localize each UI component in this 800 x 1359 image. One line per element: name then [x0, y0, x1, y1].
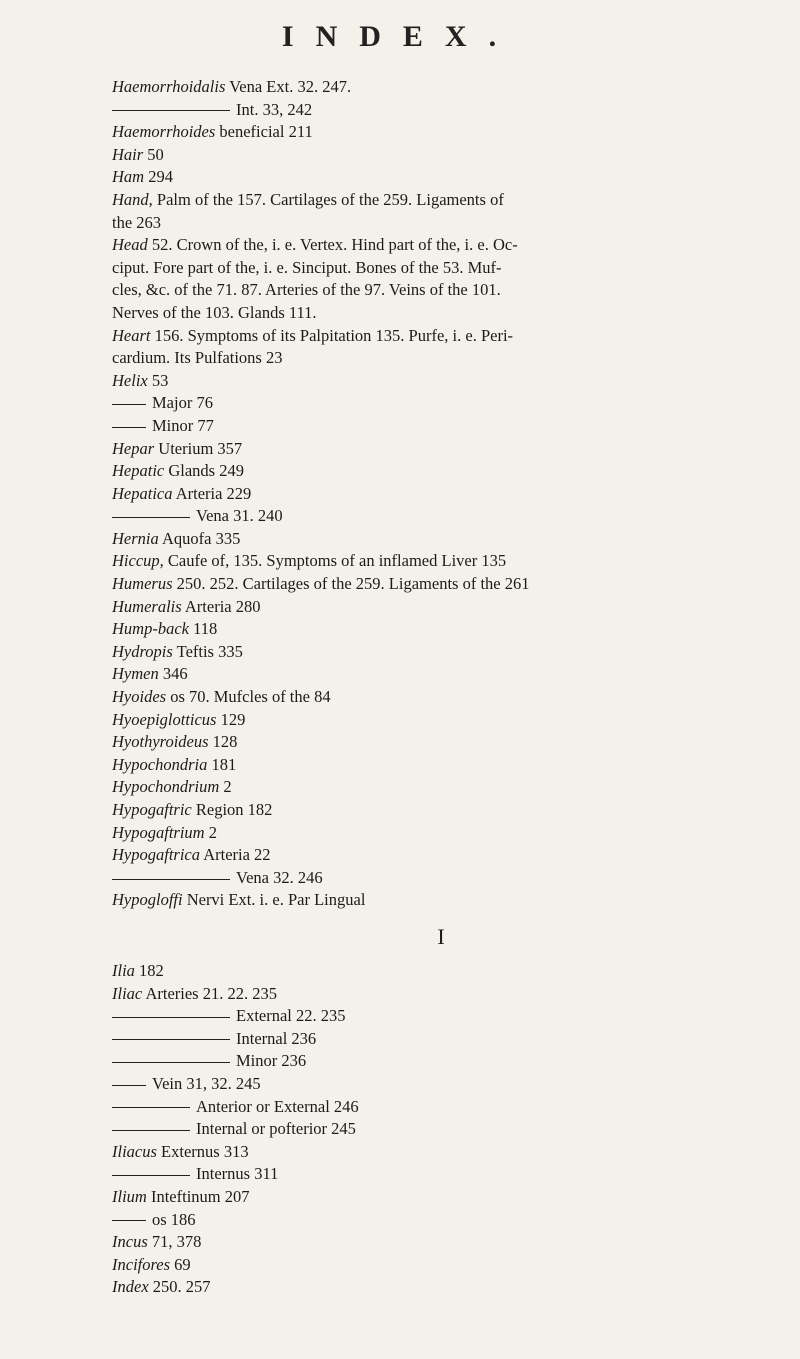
index-entry	[112, 1186, 772, 1209]
entry-term: Hepar	[112, 438, 155, 458]
entry-text: 118	[188, 619, 218, 639]
index-entry	[112, 822, 772, 845]
entry-term: Hernia	[112, 528, 159, 548]
index-entry	[112, 99, 772, 122]
entry-text: 53	[147, 370, 169, 390]
entry-term: Iliac	[112, 983, 143, 1003]
entry-text: os 70. Mufcles of the 84	[166, 687, 331, 707]
index-entry	[112, 983, 772, 1006]
index-entry	[112, 483, 772, 506]
entries-i	[112, 960, 772, 1299]
entry-term: Hymen	[112, 664, 159, 684]
ditto-rule	[112, 879, 230, 880]
entry-term: Hepatica	[112, 483, 173, 503]
entry-text: beneficial 211	[215, 122, 313, 142]
index-entry	[112, 302, 772, 325]
entry-term: Haemorrhoidalis	[112, 77, 226, 96]
entry-term: Hair	[112, 144, 144, 164]
entry-text: Nervi Ext. i. e. Par Lingual	[182, 890, 366, 910]
index-entry	[112, 325, 772, 348]
entry-term: Hypogaftrium	[112, 822, 205, 842]
index-entry	[112, 641, 772, 664]
entry-term: Heart	[112, 325, 151, 345]
entry-term: Hydropis	[112, 641, 173, 661]
index-entry	[112, 596, 772, 619]
index-entry	[112, 189, 772, 212]
entries-h	[112, 76, 772, 912]
entry-term: Incifores	[112, 1254, 171, 1274]
entry-term: Humeralis	[112, 596, 182, 616]
entry-text: 182	[134, 960, 164, 980]
entry-text: Major 76	[152, 393, 213, 413]
index-entry	[112, 618, 772, 641]
index-entry	[112, 1050, 772, 1073]
entry-text: cardium. Its Pulfations 23	[112, 348, 283, 368]
ditto-rule	[112, 427, 146, 428]
entry-text: 50	[143, 144, 164, 164]
entry-term: Hypochondrium	[112, 777, 220, 797]
entry-term: Haemorrhoides	[112, 122, 216, 142]
entry-text: Inteftinum 207	[146, 1186, 250, 1206]
entry-term: Head	[112, 235, 148, 255]
index-entry	[112, 121, 772, 144]
index-entry	[112, 1096, 772, 1119]
section-letter: I	[437, 923, 447, 949]
entry-text: Glands 249	[164, 461, 244, 481]
entry-text: Palm of the 157. Cartilages of the 259. Ligaments of	[152, 189, 504, 209]
entry-text: Vena 32. 246	[236, 867, 323, 887]
entry-text: 71, 378	[147, 1232, 202, 1252]
entry-term: Hypogloffi	[112, 890, 183, 910]
entry-text: Internus 311	[196, 1164, 279, 1184]
entry-term: Hand,	[112, 189, 153, 209]
entry-term: Hyothyroideus	[112, 732, 209, 752]
entry-text: 294	[144, 167, 173, 187]
index-entry	[112, 347, 772, 370]
entry-term: Helix	[112, 370, 148, 390]
page-header: INDEX.	[281, 20, 519, 53]
index-entry	[112, 505, 772, 528]
index-entry	[112, 889, 772, 912]
entry-text: External 22. 235	[236, 1006, 346, 1026]
entry-text: Vena Ext. 32. 247.	[225, 77, 352, 96]
index-entry	[112, 686, 772, 709]
entry-text: the 263	[112, 212, 162, 232]
index-entry	[112, 663, 772, 686]
index-entry	[112, 1254, 772, 1277]
ditto-rule	[112, 1175, 190, 1176]
index-entry	[112, 392, 772, 415]
index-entry	[112, 550, 772, 573]
entry-text: Aquofa 335	[158, 528, 241, 548]
entry-text: Anterior or External 246	[196, 1096, 359, 1116]
entry-text: Minor 236	[236, 1051, 307, 1071]
entry-text: 2	[219, 777, 232, 797]
index-entry	[112, 1163, 772, 1186]
index-entry	[112, 709, 772, 732]
entry-term: Hiccup,	[112, 551, 164, 571]
index-entry	[112, 1005, 772, 1028]
entry-term: Ilia	[112, 960, 135, 980]
entry-term: Hypochondria	[112, 754, 208, 774]
index-entry	[112, 1141, 772, 1164]
entry-term: Incus	[112, 1232, 148, 1252]
index-entry	[112, 415, 772, 438]
entry-term: Iliacus	[112, 1141, 157, 1161]
entry-text: 129	[216, 709, 246, 729]
entry-text: Region 182	[191, 800, 273, 819]
entry-text: 250. 257	[148, 1277, 211, 1297]
entry-term: Index	[112, 1277, 149, 1297]
entry-term: Hypogaftric	[112, 800, 192, 819]
index-entry	[112, 370, 772, 393]
index-entry	[112, 144, 772, 167]
index-entry	[112, 844, 772, 867]
index-entry	[112, 1209, 772, 1232]
entry-term: Ham	[112, 167, 145, 187]
entry-term: Hypogaftrica	[112, 845, 200, 865]
ditto-rule	[112, 1017, 230, 1018]
index-entry	[112, 257, 772, 280]
entry-text: 181	[207, 754, 237, 774]
entry-text: 346	[158, 664, 188, 684]
ditto-rule	[112, 517, 190, 518]
entry-text: Caufe of, 135. Symptoms of an inflamed Liver 135	[163, 551, 507, 571]
entry-text: 69	[170, 1254, 191, 1274]
index-entry	[112, 1073, 772, 1096]
index-entry	[112, 1028, 772, 1051]
index-entry	[112, 279, 772, 302]
index-entry	[112, 76, 772, 99]
entry-text: Internal 236	[236, 1028, 317, 1048]
entry-text: 250. 252. Cartilages of the 259. Ligaments of the 261	[172, 574, 530, 594]
entry-term: Humerus	[112, 574, 173, 594]
entry-text: Nerves of the 103. Glands 111.	[112, 302, 317, 322]
ditto-rule	[112, 110, 230, 111]
index-entry	[112, 573, 772, 596]
index-entry	[112, 438, 772, 461]
entry-text: Teftis 335	[172, 641, 243, 661]
entry-text: 52. Crown of the, i. e. Vertex. Hind part of the, i. e. Oc-	[147, 235, 518, 255]
entry-text: 128	[208, 732, 238, 752]
entry-text: 156. Symptoms of its Palpitation 135. Purfe, i. e. Peri-	[150, 325, 514, 345]
entry-text: Vena 31. 240	[196, 506, 283, 526]
entry-text: Externus 313	[156, 1141, 249, 1161]
entry-term: Ilium	[112, 1186, 147, 1206]
entry-text: ciput. Fore part of the, i. e. Sinciput. Bones of the 53. Muf-	[112, 257, 502, 277]
index-entry	[112, 460, 772, 483]
entry-text: Uterium 357	[154, 438, 243, 458]
entry-text: Arteria 229	[172, 483, 252, 503]
ditto-rule	[112, 404, 146, 405]
entry-text: Minor 77	[152, 415, 214, 435]
ditto-rule	[112, 1220, 146, 1221]
entry-text: Int. 33, 242	[236, 99, 313, 119]
ditto-rule	[112, 1062, 230, 1063]
index-entry	[112, 1231, 772, 1254]
ditto-rule	[112, 1085, 146, 1086]
entry-text: Arteries 21. 22. 235	[142, 983, 277, 1003]
index-entry	[112, 166, 772, 189]
index-entry	[112, 234, 772, 257]
entry-text: Arteria 280	[181, 596, 261, 616]
index-entry	[112, 1118, 772, 1141]
index-entry	[112, 754, 772, 777]
index-entry	[112, 1276, 772, 1299]
entry-text: 2	[204, 822, 217, 842]
index-entry	[112, 776, 772, 799]
entry-term: Hump-back	[112, 619, 189, 639]
index-entry	[112, 960, 772, 983]
ditto-rule	[112, 1107, 190, 1108]
entry-term: Hyoepiglotticus	[112, 709, 217, 729]
index-entries	[112, 76, 772, 1299]
entry-text: Internal or pofterior 245	[196, 1119, 356, 1139]
entry-term: Hepatic	[112, 461, 165, 481]
entry-text: os 186	[152, 1209, 196, 1229]
entry-text: Arteria 22	[200, 845, 271, 865]
index-entry	[112, 867, 772, 890]
index-entry	[112, 731, 772, 754]
ditto-rule	[112, 1039, 230, 1040]
ditto-rule	[112, 1130, 190, 1131]
entry-text: cles, &c. of the 71. 87. Arteries of the 97. Veins of the 101.	[112, 280, 501, 300]
index-entry	[112, 799, 772, 822]
entry-text: Vein 31, 32. 245	[152, 1073, 261, 1093]
index-entry	[112, 212, 772, 235]
index-entry	[112, 528, 772, 551]
entry-term: Hyoides	[112, 687, 167, 707]
